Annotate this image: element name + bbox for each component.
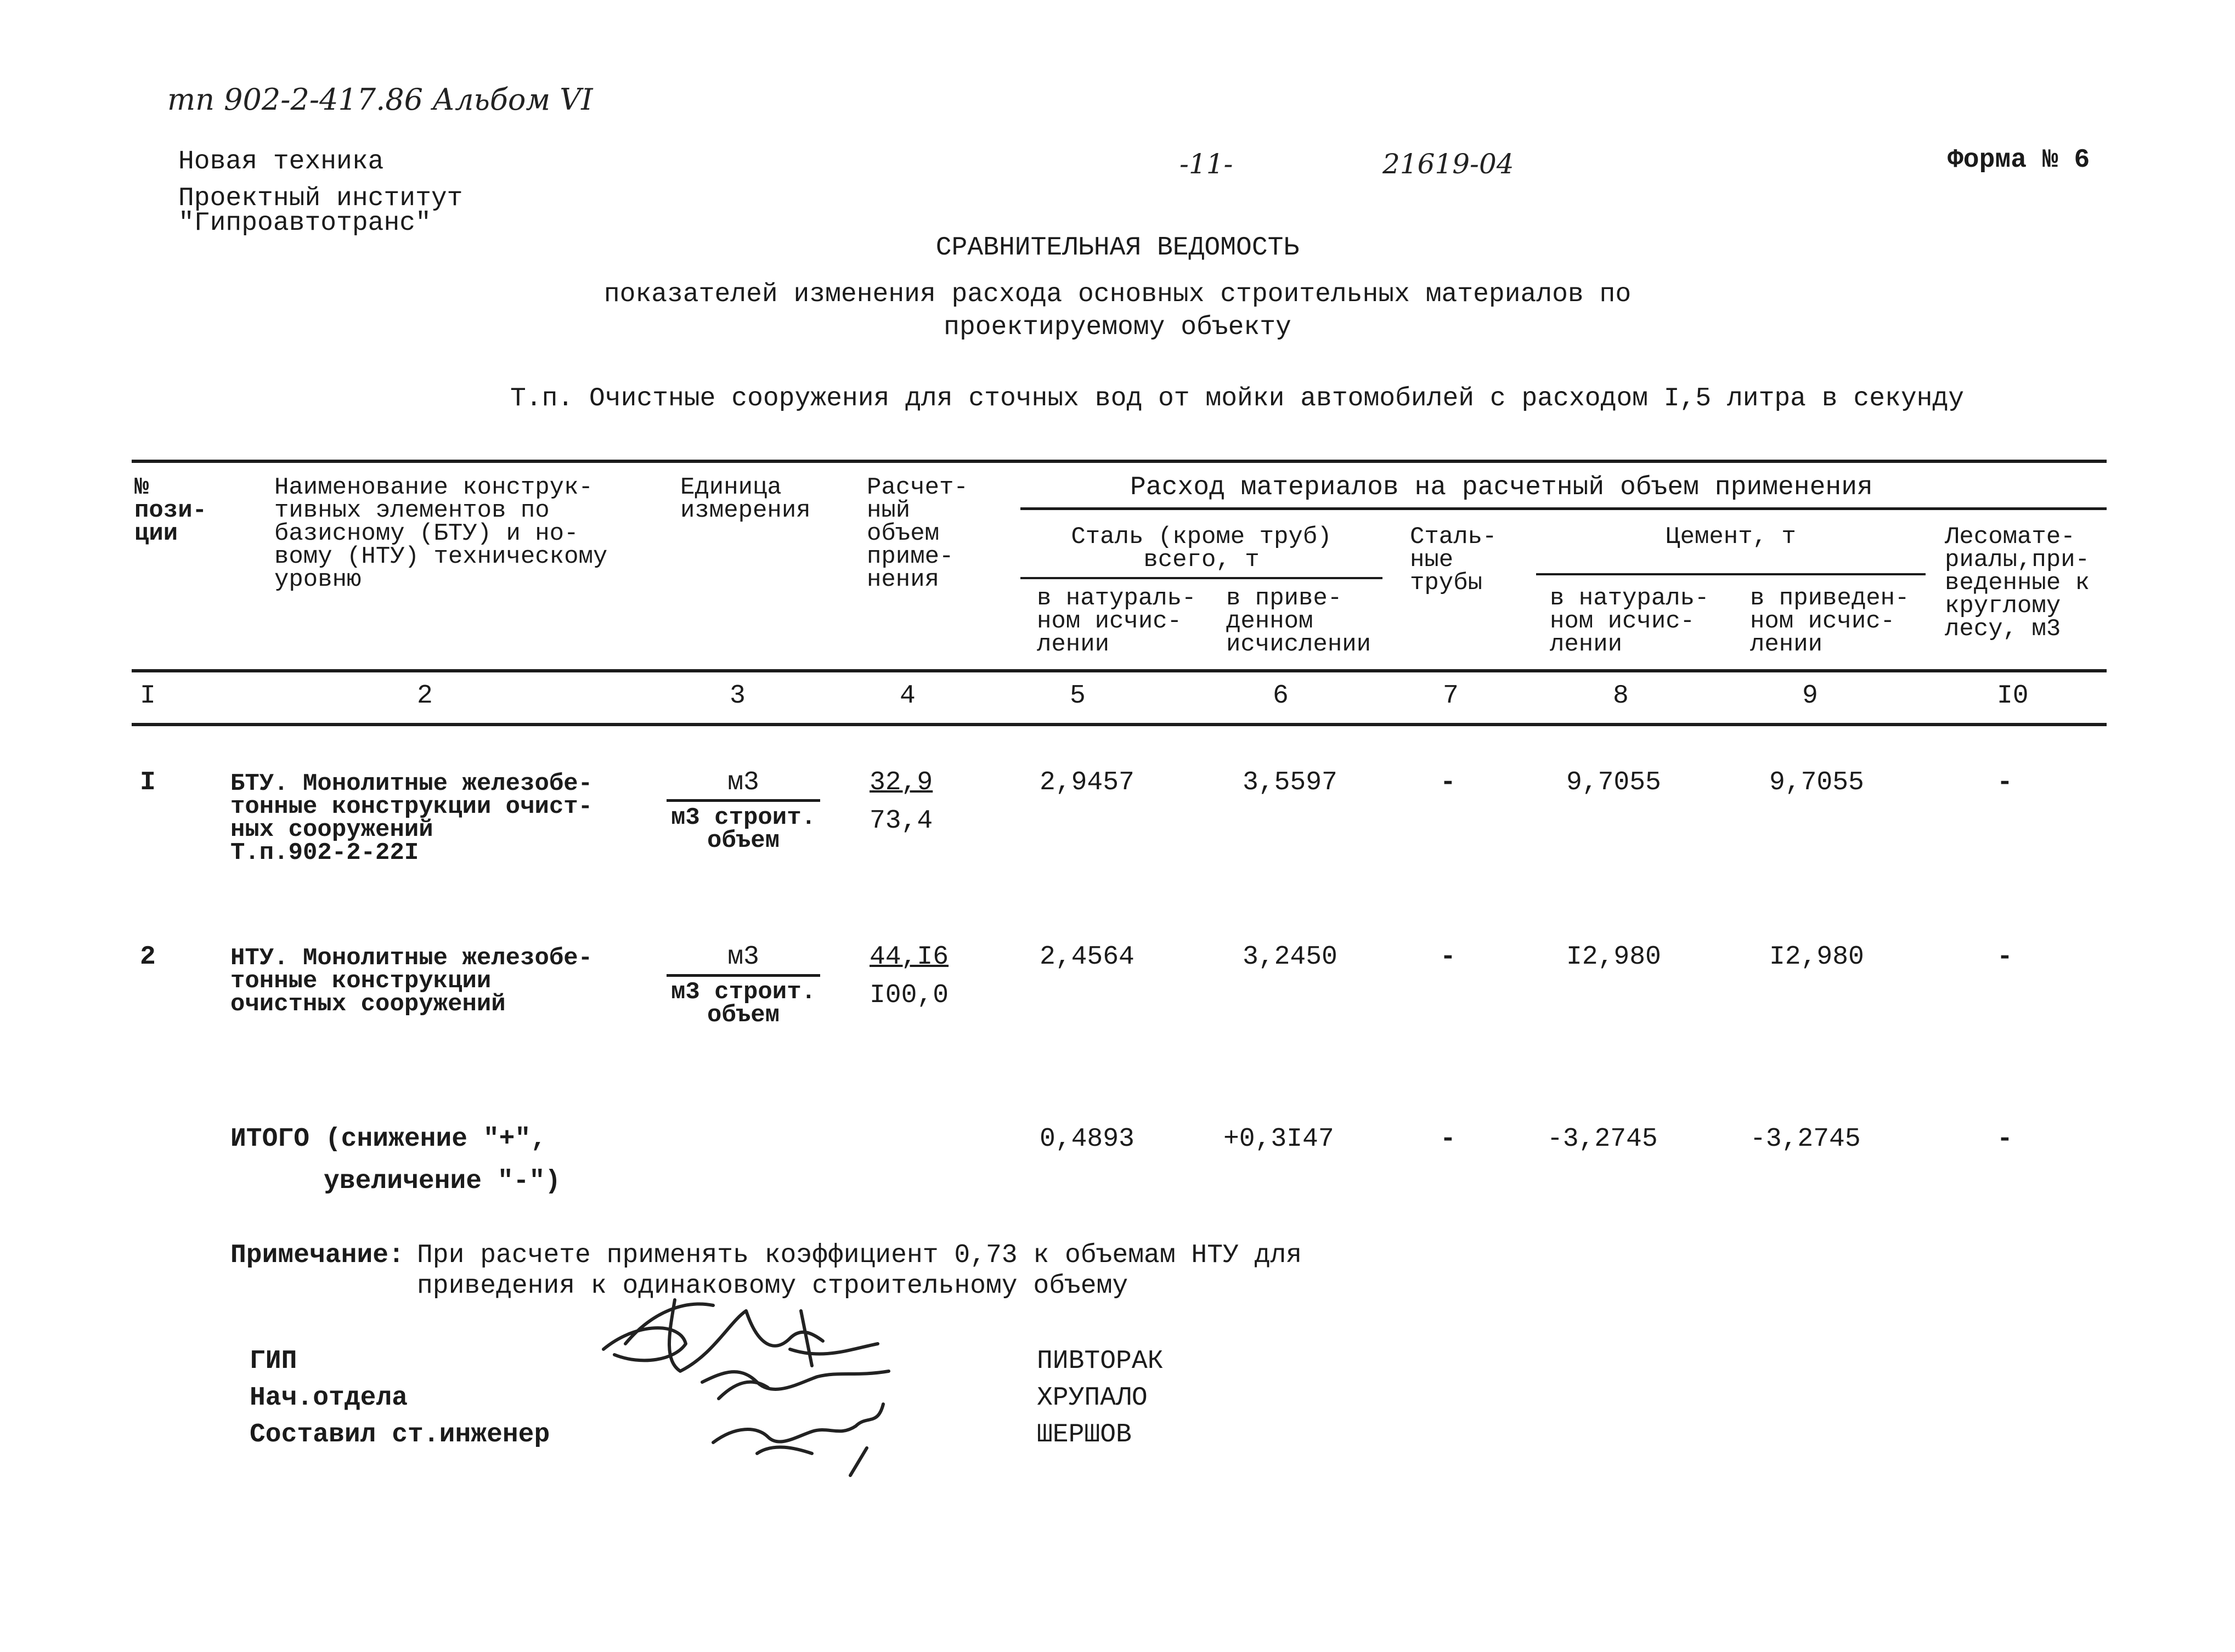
signature-name-2: ХРУПАЛО [1037,1383,1148,1413]
row-1-steel-pipes: - [1440,768,1456,797]
header-cement: Цемент, т [1666,523,1796,551]
signature-role-3: Составил ст.инженер [250,1420,550,1450]
form-number: Форма № 6 [1948,145,2090,175]
handwritten-page-number: -11- [1179,148,1233,180]
row-2-cement-reduced: I2,980 [1769,942,1864,972]
row-1-unit-bottom: м3 строит. объем [670,804,816,855]
header-steel-pipes: Сталь- ные трубы [1410,523,1497,597]
signature-stroke-1 [603,1300,878,1371]
col-number-5: 5 [1070,681,1086,711]
handwritten-document-number: 21619-04 [1382,148,1514,180]
org-line-2: Проектный институт [178,184,463,213]
row-1-unit-fraction-line [667,799,820,802]
row-1-unit-top: м3 [727,768,759,797]
org-line-3: "Гипроавтотранс" [178,208,431,238]
col-number-10: I0 [1997,681,2029,711]
group-header-rule [1020,507,2107,510]
row-1-element-name: БТУ. Монолитные железобе- тонные конструкции очист- ных сооружений Т.п.902-2-22I [230,770,593,867]
total-steel-pipes: - [1440,1124,1456,1154]
row-2-unit-fraction-line [667,974,820,977]
header-cement-natural: в натураль- ном исчис- лении [1550,585,1709,658]
row-2-position: 2 [140,942,156,972]
row-1-steel-reduced: 3,5597 [1243,768,1337,797]
row-2-unit-bottom: м3 строит. объем [670,978,816,1029]
total-label-2: увеличение "-") [324,1167,561,1196]
header-bottom-rule [132,669,2107,672]
document-subtitle-2: проектируемому объекту [944,313,1291,342]
row-2-steel-reduced: 3,2450 [1243,942,1337,972]
row-1-steel-natural: 2,9457 [1040,768,1135,797]
header-cement-reduced: в приведен- ном исчис- лении [1750,585,1910,658]
document-subtitle-1: показателей изменения расхода основных строительных материалов по [603,280,1632,309]
col-number-6: 6 [1273,681,1289,711]
col-number-4: 4 [900,681,916,711]
signature-stroke-3 [713,1404,883,1475]
document-title: СРАВНИТЕЛЬНАЯ ВЕДОМОСТЬ [935,233,1300,263]
col-number-3: 3 [730,681,746,711]
note-line-1: При расчете применять коэффициент 0,73 к объемам НТУ для [417,1241,1302,1270]
col-number-8: 8 [1613,681,1629,711]
total-steel-natural: 0,4893 [1040,1124,1135,1154]
signature-role-1: ГИП [250,1347,297,1376]
signature-name-3: ШЕРШОВ [1037,1420,1132,1450]
note-line-2: приведения к одинаковому строительному объему [417,1271,1128,1301]
header-timber: Лесомате- риалы,при- веденные к круглому лесу, м3 [1945,523,2090,643]
row-1-cement-natural: 9,7055 [1566,768,1661,797]
signature-name-1: ПИВТОРАК [1037,1347,1164,1376]
header-steel-natural: в натураль- ном исчис- лении [1037,585,1196,658]
row-1-volume-bottom: 73,4 [870,806,933,836]
total-label-1: ИТОГО (снижение "+", [230,1124,547,1154]
col-number-9: 9 [1802,681,1818,711]
row-2-steel-pipes: - [1440,942,1456,972]
row-2-volume-bottom: I00,0 [870,981,949,1010]
org-line-1: Новая техника [178,147,384,177]
row-1-timber: - [1997,768,2013,797]
row-2-timber: - [1997,942,2013,972]
total-cement-natural: -3,2745 [1547,1124,1658,1154]
header-materials-group: Расход материалов на расчетный объем применения [1130,473,1873,502]
row-1-position: I [140,768,156,797]
col-number-2: 2 [417,681,433,711]
handwritten-album-code: тп 902-2-417.86 Альбом VI [167,82,593,117]
table-top-rule [132,460,2107,463]
header-steel-reduced: в приве- денном исчислении [1226,585,1372,658]
row-2-volume-top: 44,I6 [870,942,949,972]
row-2-cement-natural: I2,980 [1566,942,1661,972]
handwritten-signatures [592,1289,933,1497]
row-2-steel-natural: 2,4564 [1040,942,1135,972]
header-position: № пози- ции [134,474,207,547]
col-numbers-rule [132,723,2107,726]
header-element-name: Наименование конструк- тивных элементов по базисному (БТУ) и но- вому (НТУ) техническому уровню [274,474,608,593]
col-number-1: I [140,681,156,711]
row-2-unit-top: м3 [727,942,759,972]
row-2-element-name: НТУ. Монолитные железобе- тонные конструкции очистных сооружений [230,944,593,1018]
header-unit: Единица измерения [680,474,811,524]
note-label: Примечание: [230,1241,404,1270]
project-title: Т.п. Очистные сооружения для сточных вод от мойки автомобилей с расходом I,5 литра в секунду [510,384,1965,414]
header-steel: Сталь (кроме труб) всего, т [1071,523,1332,574]
total-timber: - [1997,1124,2013,1154]
steel-header-rule [1020,577,1382,579]
cement-header-rule [1536,573,1926,575]
col-number-7: 7 [1443,681,1459,711]
signature-role-2: Нач.отдела [250,1383,408,1413]
header-volume: Расчет- ный объем приме- нения [867,474,968,593]
total-cement-reduced: -3,2745 [1750,1124,1861,1154]
signature-stroke-2 [702,1371,889,1399]
row-1-cement-reduced: 9,7055 [1769,768,1864,797]
total-steel-reduced: +0,3I47 [1223,1124,1334,1154]
row-1-volume-top: 32,9 [870,768,933,797]
